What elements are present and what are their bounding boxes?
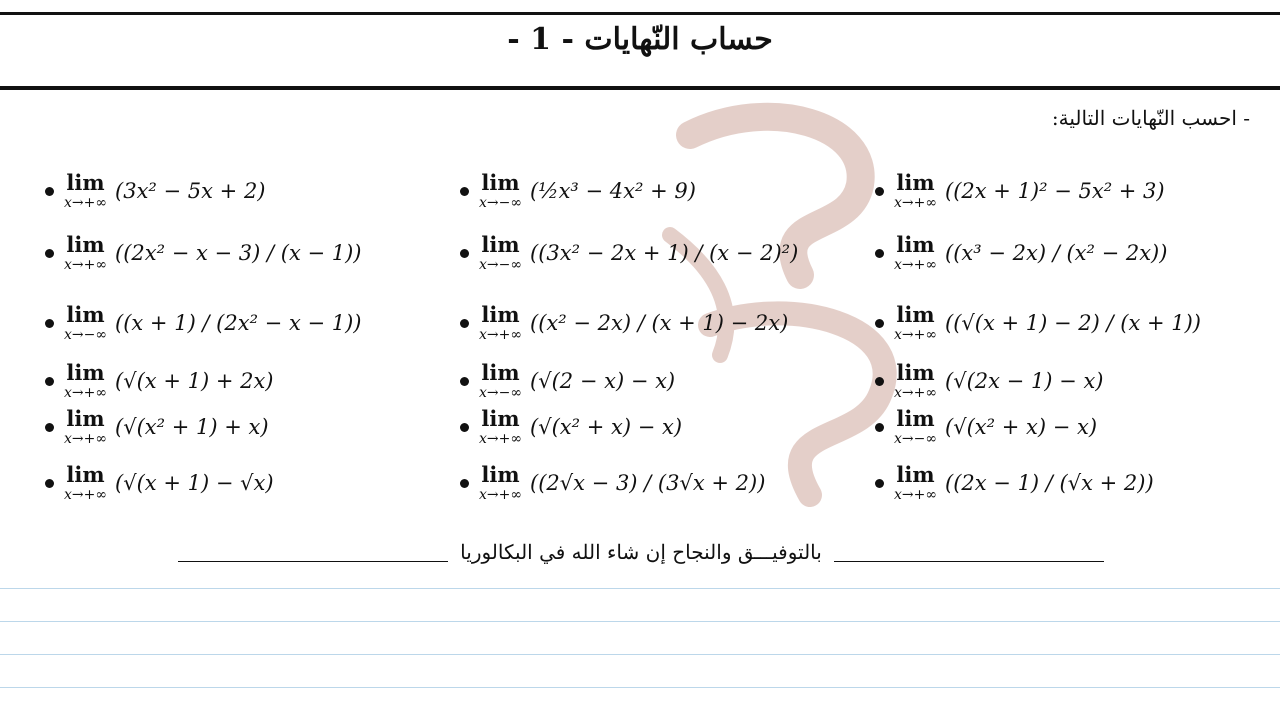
lim-subscript: x→+∞ (479, 327, 523, 343)
lim-operator (64, 408, 107, 446)
limit-item (45, 172, 266, 210)
lim-operator (479, 172, 522, 210)
ruled-line (0, 621, 1280, 622)
limit-item (875, 234, 1167, 272)
bullet-icon (460, 319, 469, 328)
lim-operator (64, 172, 107, 210)
bullet-icon (45, 377, 54, 386)
bullet-icon (875, 479, 884, 488)
lim-subscript: x→+∞ (894, 257, 938, 273)
lim-subscript: x→−∞ (479, 385, 523, 401)
lim-word: lim (481, 462, 520, 487)
ruled-line (0, 654, 1280, 655)
limit-item (875, 408, 1097, 446)
lim-subscript: x→−∞ (894, 431, 938, 447)
limit-expression: ((2x − 1) / (√x + 2)) (945, 471, 1154, 495)
lim-subscript: x→+∞ (479, 431, 523, 447)
limit-expression: ((x² − 2x) / (x + 1) − 2x) (530, 311, 789, 335)
lim-operator (64, 234, 107, 272)
limit-expression: ((√(x + 1) − 2) / (x + 1)) (945, 311, 1201, 335)
lim-subscript: x→+∞ (894, 385, 938, 401)
footer-wish (178, 540, 1104, 564)
limit-expression: (½x³ − 4x² + 9) (530, 179, 696, 203)
limit-expression: (√(x² + x) − x) (945, 415, 1098, 439)
limit-item (45, 362, 274, 400)
lim-subscript: x→−∞ (479, 257, 523, 273)
limit-expression: (√(x² + 1) + x) (115, 415, 269, 439)
lim-operator (479, 304, 522, 342)
footer-line-right (834, 561, 1104, 562)
lim-operator (64, 464, 107, 502)
bullet-icon (460, 249, 469, 258)
limit-expression: ((x + 1) / (2x² − x − 1)) (115, 311, 362, 335)
top-rule-thick (0, 86, 1280, 90)
lim-word: lim (66, 406, 105, 431)
lim-operator (894, 234, 937, 272)
limit-item (45, 464, 274, 502)
bullet-icon (45, 319, 54, 328)
lim-operator (64, 304, 107, 342)
lim-subscript: x→−∞ (479, 195, 523, 211)
bullet-icon (460, 423, 469, 432)
lim-operator (479, 408, 522, 446)
ruled-line (0, 687, 1280, 688)
limit-item (875, 464, 1154, 502)
lim-subscript: x→+∞ (64, 431, 108, 447)
bullet-icon (45, 423, 54, 432)
limit-expression: ((x³ − 2x) / (x² − 2x)) (945, 241, 1168, 265)
limit-expression: ((2x + 1)² − 5x² + 3) (945, 179, 1165, 203)
bullet-icon (45, 479, 54, 488)
lim-operator (894, 464, 937, 502)
limit-item (460, 234, 798, 272)
limit-item (875, 362, 1104, 400)
lim-operator (894, 408, 937, 446)
limit-expression: ((2x² − x − 3) / (x − 1)) (115, 241, 362, 265)
lim-operator (479, 464, 522, 502)
lim-subscript: x→+∞ (479, 487, 523, 503)
page-title: حساب النّهايات - 1 - (507, 22, 773, 57)
limit-item (875, 304, 1201, 342)
bullet-icon (45, 249, 54, 258)
limit-item (460, 362, 675, 400)
lim-operator (64, 362, 107, 400)
lim-word: lim (481, 406, 520, 431)
lim-word: lim (896, 170, 935, 195)
bullet-icon (45, 187, 54, 196)
lim-word: lim (66, 232, 105, 257)
lim-word: lim (481, 302, 520, 327)
lim-subscript: x→+∞ (64, 487, 108, 503)
top-rule-thin (0, 12, 1280, 15)
limit-item (875, 172, 1165, 210)
limit-item (460, 172, 696, 210)
instruction-text: - احسب النّهايات التالية: (1051, 106, 1250, 130)
lim-word: lim (896, 302, 935, 327)
limit-expression: (√(x + 1) − √x) (115, 471, 274, 495)
limit-expression: (√(x + 1) + 2x) (115, 369, 274, 393)
lim-operator (894, 172, 937, 210)
lim-operator (479, 234, 522, 272)
limit-expression: (√(2 − x) − x) (530, 369, 676, 393)
lim-subscript: x→+∞ (64, 257, 108, 273)
limit-item (45, 304, 361, 342)
lim-word: lim (896, 406, 935, 431)
lim-word: lim (896, 232, 935, 257)
bullet-icon (875, 187, 884, 196)
lim-word: lim (66, 302, 105, 327)
lim-subscript: x→+∞ (894, 327, 938, 343)
footer-text: بالتوفيـــق والنجاح إن شاء الله في البكالوريا (460, 540, 822, 564)
lim-word: lim (481, 170, 520, 195)
bullet-icon (875, 377, 884, 386)
limit-expression: (√(x² + x) − x) (530, 415, 683, 439)
bullet-icon (460, 377, 469, 386)
bullet-icon (460, 479, 469, 488)
lim-subscript: x→−∞ (64, 327, 108, 343)
lim-word: lim (66, 360, 105, 385)
lim-word: lim (66, 170, 105, 195)
bullet-icon (875, 319, 884, 328)
lim-operator (894, 362, 937, 400)
limit-item (45, 234, 361, 272)
ruled-line (0, 588, 1280, 589)
bullet-icon (875, 423, 884, 432)
limit-expression: ((2√x − 3) / (3√x + 2)) (530, 471, 766, 495)
lim-word: lim (896, 360, 935, 385)
lim-subscript: x→+∞ (64, 385, 108, 401)
limit-expression: (√(2x − 1) − x) (945, 369, 1104, 393)
limit-expression: (3x² − 5x + 2) (115, 179, 266, 203)
bullet-icon (460, 187, 469, 196)
lim-operator (894, 304, 937, 342)
limit-item (460, 304, 788, 342)
lim-word: lim (896, 462, 935, 487)
lim-word: lim (481, 360, 520, 385)
limit-item (460, 408, 682, 446)
limit-item (460, 464, 765, 502)
lim-word: lim (481, 232, 520, 257)
lim-word: lim (66, 462, 105, 487)
footer-line-left (178, 561, 448, 562)
lim-subscript: x→+∞ (64, 195, 108, 211)
lim-subscript: x→+∞ (894, 195, 938, 211)
lim-subscript: x→+∞ (894, 487, 938, 503)
lim-operator (479, 362, 522, 400)
limit-expression: ((3x² − 2x + 1) / (x − 2)²) (530, 241, 799, 265)
limit-item (45, 408, 269, 446)
bullet-icon (875, 249, 884, 258)
